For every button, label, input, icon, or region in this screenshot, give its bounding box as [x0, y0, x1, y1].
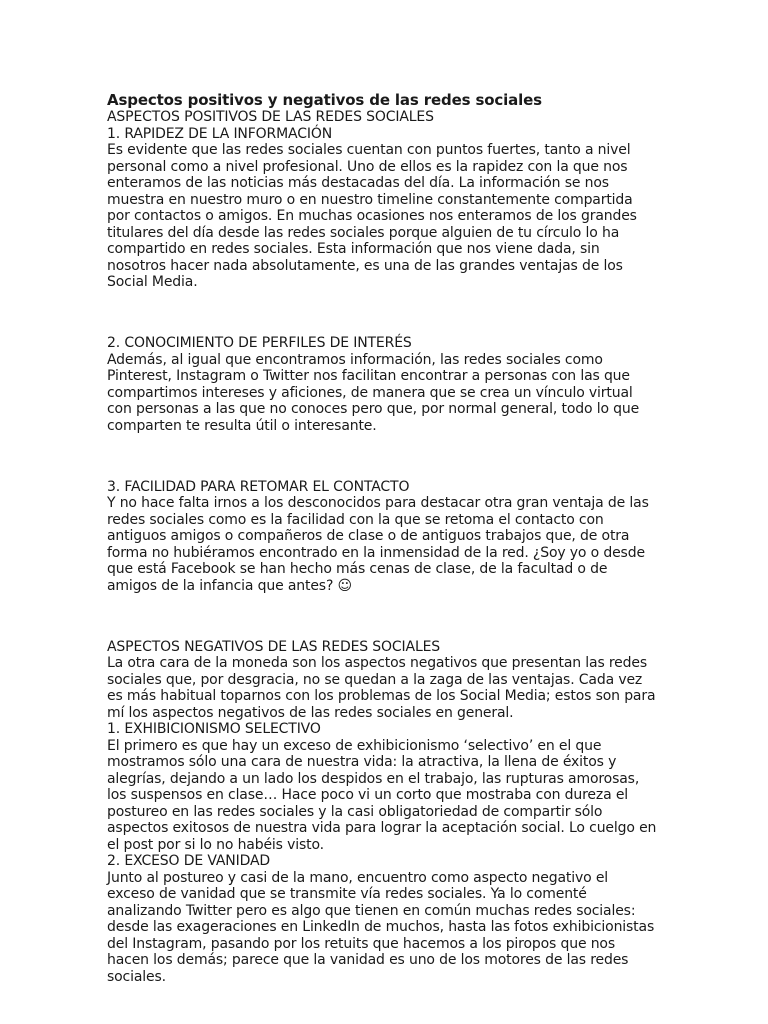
text-line: ASPECTOS NEGATIVOS DE LAS REDES SOCIALES — [107, 638, 441, 655]
text-line: redes sociales como es la facilidad con la que se retoma el contacto con — [107, 511, 604, 528]
text-line: Además, al igual que encontramos información, las redes sociales como — [107, 351, 603, 368]
text-line: el post por si lo no habéis visto. — [107, 836, 324, 853]
text-line: hacen los demás; parece que la vanidad es uno de los motores de las redes — [107, 952, 629, 968]
text-line: sociales que, por desgracia, no se quedan a la zaga de las ventajas. Cada vez — [107, 671, 643, 688]
text-line: personal como a nivel profesional. Uno de ellos es la rapidez con la que nos — [107, 158, 628, 175]
text-line: nosotros hacer nada absolutamente, es una de las grandes ventajas de los — [107, 257, 623, 274]
text-line: compartimos intereses y aficiones, de manera que se crea un vínculo virtual — [107, 384, 633, 401]
text-line: 1. RAPIDEZ DE LA INFORMACIÓN — [107, 125, 333, 142]
text-line: Social Media. — [107, 274, 198, 290]
text-line: Es evidente que las redes sociales cuentan con puntos fuertes, tanto a nivel — [107, 142, 631, 158]
text-line: muestra en nuestro muro o en nuestro timeline constantemente compartida — [107, 191, 633, 208]
text-line: Junto al postureo y casi de la mano, encuentro como aspecto negativo el — [107, 869, 609, 886]
text-line: titulares del día desde las redes sociales porque alguien de tu círculo lo ha — [107, 224, 620, 241]
text-line: ASPECTOS POSITIVOS DE LAS REDES SOCIALES — [107, 109, 434, 125]
text-line: sociales. — [107, 968, 166, 985]
text-line: amigos de la infancia que antes? ☺ — [107, 577, 352, 594]
document-page — [107, 91, 667, 985]
text-line: que está Facebook se han hecho más cenas de clase, de la facultad o de — [107, 561, 608, 577]
text-line: postureo en las redes sociales y la casi obligatoriedad de compartir sólo — [107, 803, 603, 820]
text-line: del Instagram, pasando por los retuits que hacemos a los piropos que nos — [107, 935, 615, 952]
text-line: El primero es que hay un exceso de exhibicionismo ‘selectivo’ en el que — [107, 737, 602, 754]
document-body — [107, 109, 667, 985]
blank-line — [107, 305, 667, 322]
text-line: mí los aspectos negativos de las redes sociales en general. — [107, 704, 514, 721]
text-line: La otra cara de la moneda son los aspectos negativos que presentan las redes — [107, 655, 647, 671]
text-line: 3. FACILIDAD PARA RETOMAR EL CONTACTO — [107, 478, 410, 495]
text-line: por contactos o amigos. En muchas ocasiones nos enteramos de los grandes — [107, 208, 637, 224]
text-line: 2. EXCESO DE VANIDAD — [107, 853, 271, 869]
text-line: exceso de vanidad que se transmite vía redes sociales. Ya lo comenté — [107, 886, 587, 902]
text-line: alegrías, dejando a un lado los despidos en el trabajo, las rupturas amorosas, — [107, 770, 640, 787]
text-line: mostramos sólo una cara de nuestra vida: la atractiva, la llena de éxitos y — [107, 754, 617, 770]
text-line: compartido en redes sociales. Esta información que nos viene dada, sin — [107, 241, 600, 257]
blank-line — [107, 448, 667, 465]
text-line: aspectos exitosos de nuestra vida para lograr la aceptación social. Lo cuelgo en — [107, 820, 657, 836]
document-title: Aspectos positivos y negativos de las redes sociales — [107, 91, 542, 109]
text-line: con personas a las que no conoces pero que, por normal general, todo lo que — [107, 401, 640, 417]
text-line: Y no hace falta irnos a los desconocidos para destacar otra gran ventaja de las — [107, 495, 649, 511]
text-line: analizando Twitter pero es algo que tienen en común muchas redes sociales: — [107, 902, 636, 919]
text-line: Pinterest, Instagram o Twitter nos facilitan encontrar a personas con las que — [107, 368, 630, 384]
text-line: los suspensos en clase… Hace poco vi un corto que mostraba con dureza el — [107, 787, 629, 803]
text-line: es más habitual toparnos con los problemas de los Social Media; estos son para — [107, 688, 656, 704]
text-line: desde las exageraciones en LinkedIn de muchos, hasta las fotos exhibicionistas — [107, 919, 655, 935]
text-line: 2. CONOCIMIENTO DE PERFILES DE INTERÉS — [107, 335, 412, 351]
text-line: antiguos amigos o compañeros de clase o de antiguos trabajos que, de otra — [107, 528, 630, 544]
text-line: enteramos de las noticias más destacadas del día. La información se nos — [107, 175, 609, 191]
text-line: comparten te resulta útil o interesante. — [107, 417, 377, 434]
text-line: 1. EXHIBICIONISMO SELECTIVO — [107, 721, 321, 737]
text-line: forma no hubiéramos encontrado en la inmensidad de la red. ¿Soy yo o desde — [107, 544, 645, 561]
blank-line — [107, 608, 667, 625]
